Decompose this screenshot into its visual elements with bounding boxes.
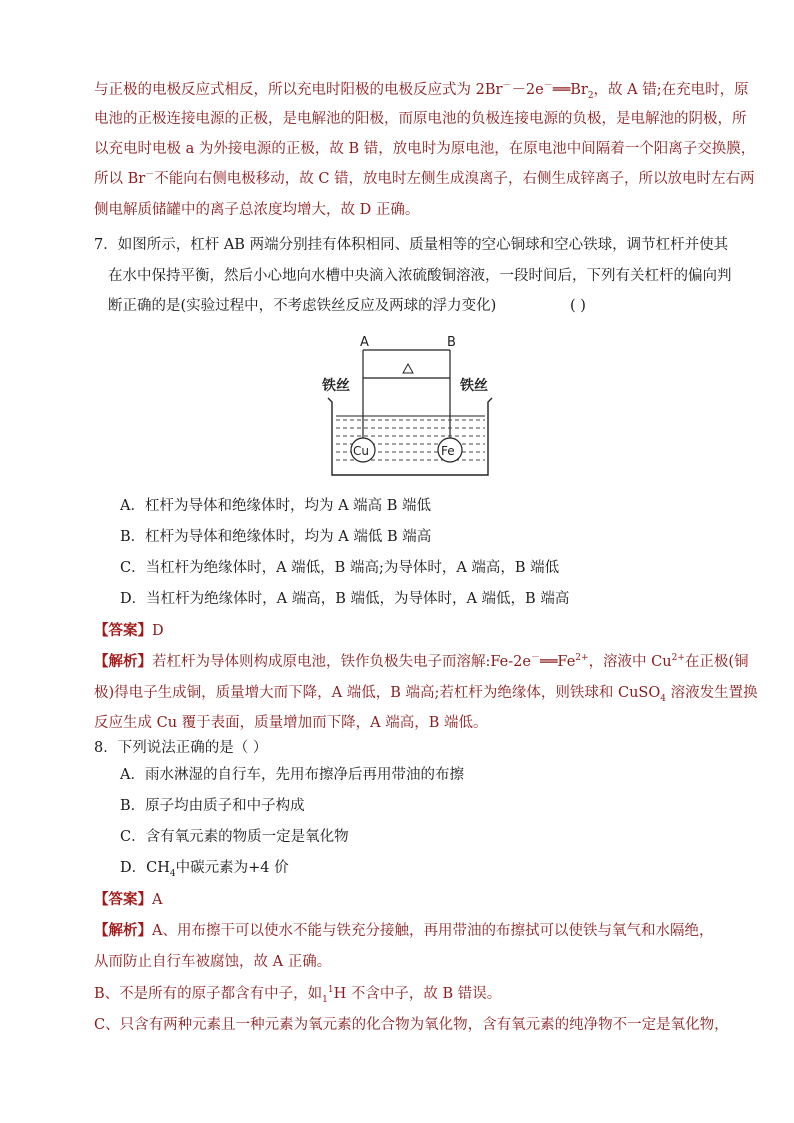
q7-option-c: C．当杠杆为绝缘体时，A 端低，B 端高;为导体时，A 端高，B 端低	[120, 560, 560, 576]
q8-analysis-line-2: 从而防止自行车被腐蚀，故 A 正确。	[94, 954, 332, 970]
q7-analysis-line-2: 极)得电子生成铜，质量增大而下降，A 端低，B 端高;若杠杆为绝缘体，则铁球和 CuSO$_4$ 溶液发生置换	[94, 685, 758, 704]
q7-option-b: B．杠杆为导体和绝缘体时，均为 A 端低 B 端高	[120, 529, 432, 545]
q8-analysis-line-4: C、只含有两种元素且一种元素为氧元素的化合物为氧化物，含有氧元素的纯净物不一定是氧化物，	[94, 1017, 729, 1033]
q8-analysis-line-1: 【解析】A、用布擦干可以使水不能与铁充分接触，再用带油的布擦拭可以使铁与氧气和水隔绝，	[94, 922, 714, 939]
q8-option-d: D．$CH_4$中碳元素为+4 价	[120, 860, 289, 879]
q7-analysis-line-1: 【解析】若杠杆为导体则构成原电池，铁作负极失电子而溶解$:Fe-2e^-══Fe^{2+}$，溶液中 $Cu^{2+}$在正极(铜	[94, 653, 749, 670]
intro-line-4: 所以 Br－不能向右侧电极移动，故 C 错，放电时左侧生成溴离子，右侧生成锌离子，所以放电时左右两	[94, 170, 755, 187]
label-b: B	[447, 335, 456, 350]
right-wire-label: 铁丝	[460, 378, 488, 394]
q7-analysis-line-3: 反应生成 Cu 覆于表面，质量增加而下降，A 端高，B 端低。	[94, 715, 488, 731]
q7-stem-line-3: 断正确的是(实验过程中，不考虑铁丝反应及两球的浮力变化) ( )	[108, 298, 586, 314]
q7-option-d: D．当杠杆为绝缘体时，A 端高，B 端低，为导体时，A 端低，B 端高	[120, 591, 570, 607]
intro-line-5: 侧电解质储罐中的离子总浓度均增大，故 D 正确。	[94, 202, 420, 218]
fulcrum-triangle	[403, 364, 413, 373]
intro-line-3: 以充电时电极 a 为外接电源的正极，故 B 错，放电时为原电池，在原电池中间隔着一个阳离子交换膜，	[94, 141, 756, 157]
left-wire-label: 铁丝	[322, 378, 350, 394]
beaker	[328, 398, 492, 475]
label-a: A	[360, 335, 369, 350]
q7-option-a: A．杠杆为导体和绝缘体时，均为 A 端高 B 端低	[120, 498, 432, 514]
q8-option-c: C．含有氧元素的物质一定是氧化物	[120, 829, 349, 845]
q8-answer: 【答案】A	[94, 891, 163, 908]
q8-option-a: A．雨水淋湿的自行车，先用布擦净后再用带油的布擦	[120, 767, 464, 783]
lever-beaker-figure	[320, 330, 500, 480]
q7-answer: 【答案】D	[94, 622, 164, 639]
q8-stem: 8．下列说法正确的是（ ）	[94, 740, 268, 756]
iron-ball-label: Fe	[441, 444, 455, 458]
intro-line-2: 电池的正极连接电源的正极，是电解池的阳极，而原电池的负极连接电源的负极，是电解池的阴极，所	[94, 111, 747, 127]
q7-stem-line-2: 在水中保持平衡，然后小心地向水槽中央滴入浓硫酸铜溶液，一段时间后，下列有关杠杆的偏向判	[108, 268, 732, 284]
q8-option-b: B．原子均由质子和中子构成	[120, 798, 305, 814]
q7-answer-blank: ( )	[570, 298, 586, 314]
copper-ball-label: Cu	[353, 444, 369, 458]
intro-line-1: 与正极的电极反应式相反，所以充电时阳极的电极反应式为 $2Br^--2e^-══Br_2$，故 A 错;在充电时，原	[94, 81, 749, 101]
q7-stem-line-1: 7．如图所示，杠杆 AB 两端分别挂有体积相同、质量相等的空心铜球和空心铁球，调节杠杆并使其	[94, 237, 729, 253]
q8-analysis-line-3: B、不是所有的原子都含有中子，如$_1^1$H 不含中子，故 B 错误。	[94, 985, 502, 1005]
